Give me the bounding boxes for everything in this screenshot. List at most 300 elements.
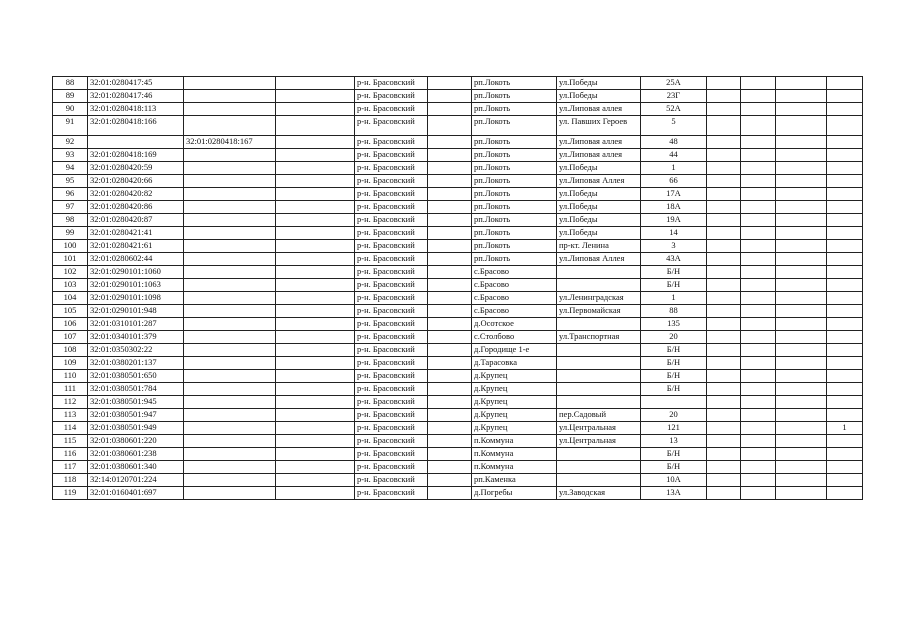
street-cell: пер.Садовый [557,409,641,422]
district-cell: р-н. Брасовский [355,396,428,409]
district-cell: р-н. Брасовский [355,435,428,448]
table-row [53,214,863,227]
flag-cell [827,344,863,357]
flag-cell [827,201,863,214]
house-number-cell: 20 [641,409,707,422]
cadastral-number: 32:01:0380501:949 [88,422,184,435]
row-number: 99 [53,227,88,240]
empty-cell [428,240,472,253]
street-cell: ул.Победы [557,214,641,227]
empty-cell [776,162,827,175]
locality-cell: д.Крупец [472,396,557,409]
flag-cell [827,396,863,409]
empty-cell [707,162,741,175]
empty-cell [276,77,355,90]
empty-cell [707,409,741,422]
row-number: 107 [53,331,88,344]
empty-cell [741,383,776,396]
empty-cell [276,227,355,240]
district-cell: р-н. Брасовский [355,136,428,149]
district-cell: р-н. Брасовский [355,344,428,357]
house-number-cell: 1 [641,292,707,305]
district-cell: р-н. Брасовский [355,461,428,474]
empty-cell [428,116,472,136]
empty-cell [776,90,827,103]
table-row [53,318,863,331]
empty-cell [276,116,355,136]
empty-cell [428,305,472,318]
empty-cell [776,201,827,214]
district-cell: р-н. Брасовский [355,422,428,435]
empty-cell [276,279,355,292]
district-cell: р-н. Брасовский [355,266,428,279]
row-number: 113 [53,409,88,422]
linked-cadastral-number [184,448,276,461]
street-cell [557,448,641,461]
empty-cell [428,279,472,292]
empty-cell [741,279,776,292]
street-cell [557,370,641,383]
flag-cell [827,357,863,370]
row-number: 88 [53,77,88,90]
empty-cell [276,175,355,188]
empty-cell [428,227,472,240]
row-number: 105 [53,305,88,318]
locality-cell: с.Столбово [472,331,557,344]
district-cell: р-н. Брасовский [355,175,428,188]
street-cell: ул.Липовая Аллея [557,175,641,188]
empty-cell [428,201,472,214]
empty-cell [776,370,827,383]
street-cell: ул.Первомайская [557,305,641,318]
district-cell: р-н. Брасовский [355,214,428,227]
empty-cell [428,253,472,266]
house-number-cell: Б/Н [641,370,707,383]
flag-cell [827,266,863,279]
empty-cell [707,77,741,90]
flag-cell [827,214,863,227]
flag-cell [827,331,863,344]
linked-cadastral-number [184,318,276,331]
linked-cadastral-number [184,292,276,305]
table-row [53,435,863,448]
table-row [53,77,863,90]
locality-cell: рп.Локоть [472,253,557,266]
street-cell: ул.Липовая аллея [557,149,641,162]
row-number: 108 [53,344,88,357]
cadastral-number: 32:01:0290101:948 [88,305,184,318]
empty-cell [707,435,741,448]
house-number-cell: 48 [641,136,707,149]
flag-cell [827,292,863,305]
empty-cell [776,435,827,448]
district-cell: р-н. Брасовский [355,149,428,162]
house-number-cell: 66 [641,175,707,188]
empty-cell [741,357,776,370]
empty-cell [707,240,741,253]
empty-cell [707,175,741,188]
empty-cell [776,357,827,370]
empty-cell [741,422,776,435]
flag-cell [827,487,863,500]
empty-cell [276,422,355,435]
empty-cell [776,409,827,422]
cadastral-number: 32:01:0280421:41 [88,227,184,240]
cadastral-number: 32:01:0380501:784 [88,383,184,396]
empty-cell [776,448,827,461]
empty-cell [428,487,472,500]
linked-cadastral-number [184,344,276,357]
empty-cell [776,461,827,474]
empty-cell [276,357,355,370]
empty-cell [707,253,741,266]
linked-cadastral-number [184,188,276,201]
flag-cell [827,435,863,448]
cadastral-number: 32:01:0280421:61 [88,240,184,253]
empty-cell [276,318,355,331]
empty-cell [776,487,827,500]
empty-cell [776,422,827,435]
table-row [53,305,863,318]
empty-cell [776,331,827,344]
empty-cell [741,90,776,103]
house-number-cell: 88 [641,305,707,318]
house-number-cell: 1 [641,162,707,175]
cadastral-number: 32:01:0160401:697 [88,487,184,500]
empty-cell [707,396,741,409]
empty-cell [428,435,472,448]
linked-cadastral-number [184,383,276,396]
cadastral-number: 32:01:0380501:947 [88,409,184,422]
row-number: 98 [53,214,88,227]
empty-cell [428,409,472,422]
linked-cadastral-number [184,90,276,103]
table-row [53,149,863,162]
linked-cadastral-number [184,422,276,435]
row-number: 95 [53,175,88,188]
street-cell [557,474,641,487]
flag-cell [827,162,863,175]
empty-cell [776,175,827,188]
cadastral-number: 32:01:0310101:287 [88,318,184,331]
flag-cell [827,149,863,162]
empty-cell [707,461,741,474]
table-row [53,266,863,279]
district-cell: р-н. Брасовский [355,331,428,344]
table-row [53,116,863,136]
empty-cell [428,266,472,279]
district-cell: р-н. Брасовский [355,103,428,116]
empty-cell [776,305,827,318]
flag-cell [827,448,863,461]
flag-cell [827,188,863,201]
empty-cell [428,474,472,487]
empty-cell [428,136,472,149]
linked-cadastral-number [184,175,276,188]
empty-cell [276,240,355,253]
empty-cell [776,77,827,90]
locality-cell: рп.Локоть [472,116,557,136]
district-cell: р-н. Брасовский [355,305,428,318]
flag-cell [827,370,863,383]
house-number-cell: Б/Н [641,279,707,292]
linked-cadastral-number [184,253,276,266]
cadastral-number: 32:01:0290101:1063 [88,279,184,292]
table-row [53,253,863,266]
linked-cadastral-number [184,435,276,448]
cadastral-number: 32:01:0350302:22 [88,344,184,357]
empty-cell [276,305,355,318]
flag-cell [827,90,863,103]
locality-cell: д.Крупец [472,422,557,435]
empty-cell [707,370,741,383]
house-number-cell: Б/Н [641,266,707,279]
street-cell: ул.Победы [557,162,641,175]
empty-cell [707,344,741,357]
locality-cell: рп.Каменка [472,474,557,487]
empty-cell [741,396,776,409]
table-row [53,175,863,188]
empty-cell [276,214,355,227]
locality-cell: с.Брасово [472,292,557,305]
empty-cell [707,487,741,500]
table-row [53,487,863,500]
empty-cell [276,103,355,116]
cadastral-number: 32:01:0380601:340 [88,461,184,474]
empty-cell [276,201,355,214]
flag-cell [827,305,863,318]
table-row [53,383,863,396]
row-number: 118 [53,474,88,487]
empty-cell [428,77,472,90]
district-cell: р-н. Брасовский [355,90,428,103]
house-number-cell: 14 [641,227,707,240]
empty-cell [276,383,355,396]
flag-cell [827,116,863,136]
linked-cadastral-number [184,279,276,292]
table-body [53,77,863,500]
district-cell: р-н. Брасовский [355,188,428,201]
locality-cell: с.Брасово [472,266,557,279]
district-cell: р-н. Брасовский [355,370,428,383]
empty-cell [741,214,776,227]
locality-cell: д.Городище 1-е [472,344,557,357]
cadastral-number: 32:01:0380501:650 [88,370,184,383]
empty-cell [707,227,741,240]
house-number-cell: 52А [641,103,707,116]
table-row [53,370,863,383]
locality-cell: рп.Локоть [472,201,557,214]
empty-cell [741,149,776,162]
table-row [53,357,863,370]
empty-cell [776,136,827,149]
row-number: 111 [53,383,88,396]
empty-cell [707,214,741,227]
empty-cell [428,318,472,331]
empty-cell [741,253,776,266]
table-row [53,188,863,201]
street-cell: ул.Транспортная [557,331,641,344]
row-number: 116 [53,448,88,461]
table-row [53,292,863,305]
locality-cell: п.Коммуна [472,461,557,474]
empty-cell [428,357,472,370]
empty-cell [428,370,472,383]
empty-cell [741,409,776,422]
empty-cell [741,448,776,461]
street-cell: ул.Центральная [557,422,641,435]
empty-cell [776,266,827,279]
locality-cell: рп.Локоть [472,77,557,90]
empty-cell [276,266,355,279]
row-number: 90 [53,103,88,116]
house-number-cell: 20 [641,331,707,344]
locality-cell: п.Коммуна [472,448,557,461]
table-row [53,422,863,435]
empty-cell [276,331,355,344]
street-cell [557,344,641,357]
row-number: 114 [53,422,88,435]
row-number: 101 [53,253,88,266]
empty-cell [428,331,472,344]
empty-cell [741,331,776,344]
empty-cell [741,103,776,116]
row-number: 119 [53,487,88,500]
table-row [53,162,863,175]
street-cell [557,318,641,331]
cadastral-number: 32:01:0380601:220 [88,435,184,448]
district-cell: р-н. Брасовский [355,448,428,461]
empty-cell [428,214,472,227]
empty-cell [707,188,741,201]
locality-cell: д.Крупец [472,409,557,422]
street-cell [557,396,641,409]
empty-cell [741,370,776,383]
linked-cadastral-number [184,103,276,116]
empty-cell [776,253,827,266]
district-cell: р-н. Брасовский [355,357,428,370]
flag-cell [827,318,863,331]
linked-cadastral-number [184,331,276,344]
document-sheet [52,76,863,500]
empty-cell [276,149,355,162]
empty-cell [707,422,741,435]
row-number: 89 [53,90,88,103]
linked-cadastral-number [184,201,276,214]
empty-cell [276,448,355,461]
locality-cell: д.Осотское [472,318,557,331]
empty-cell [707,149,741,162]
table-row [53,331,863,344]
locality-cell: д.Крупец [472,370,557,383]
district-cell: р-н. Брасовский [355,201,428,214]
cadastral-number: 32:01:0290101:1098 [88,292,184,305]
locality-cell: д.Тарасовка [472,357,557,370]
locality-cell: с.Брасово [472,305,557,318]
district-cell: р-н. Брасовский [355,240,428,253]
district-cell: р-н. Брасовский [355,383,428,396]
cadastral-number: 32:01:0280418:113 [88,103,184,116]
house-number-cell: 5 [641,116,707,136]
empty-cell [741,175,776,188]
row-number: 109 [53,357,88,370]
linked-cadastral-number [184,266,276,279]
empty-cell [707,266,741,279]
empty-cell [776,227,827,240]
table-row [53,409,863,422]
row-number: 115 [53,435,88,448]
district-cell: р-н. Брасовский [355,116,428,136]
empty-cell [707,305,741,318]
row-number: 102 [53,266,88,279]
house-number-cell: Б/Н [641,344,707,357]
house-number-cell: 13 [641,435,707,448]
cadastral-number: 32:01:0280602:44 [88,253,184,266]
empty-cell [776,474,827,487]
cadastral-number: 32:01:0290101:1060 [88,266,184,279]
flag-cell [827,474,863,487]
empty-cell [276,188,355,201]
flag-cell [827,461,863,474]
house-number-cell: 25А [641,77,707,90]
flag-cell [827,279,863,292]
empty-cell [707,116,741,136]
locality-cell: рп.Локоть [472,103,557,116]
table-row [53,90,863,103]
table-row [53,448,863,461]
house-number-cell: 3 [641,240,707,253]
flag-cell [827,240,863,253]
row-number: 93 [53,149,88,162]
linked-cadastral-number [184,305,276,318]
cadastral-number: 32:01:0280417:45 [88,77,184,90]
street-cell: ул.Победы [557,77,641,90]
house-number-cell: 44 [641,149,707,162]
empty-cell [276,370,355,383]
linked-cadastral-number [184,409,276,422]
street-cell [557,266,641,279]
empty-cell [428,344,472,357]
address-table [52,76,863,500]
street-cell [557,357,641,370]
cadastral-number [88,136,184,149]
empty-cell [428,292,472,305]
empty-cell [428,396,472,409]
linked-cadastral-number [184,461,276,474]
table-row [53,461,863,474]
street-cell: ул.Победы [557,201,641,214]
table-row [53,201,863,214]
empty-cell [707,292,741,305]
empty-cell [741,116,776,136]
locality-cell: рп.Локоть [472,240,557,253]
empty-cell [428,175,472,188]
empty-cell [428,383,472,396]
table-row [53,136,863,149]
flag-cell [827,409,863,422]
empty-cell [741,344,776,357]
empty-cell [428,422,472,435]
flag-cell [827,383,863,396]
empty-cell [707,136,741,149]
table-row [53,240,863,253]
district-cell: р-н. Брасовский [355,279,428,292]
street-cell: ул.Ленинградская [557,292,641,305]
linked-cadastral-number [184,396,276,409]
linked-cadastral-number [184,474,276,487]
street-cell: ул.Липовая Аллея [557,253,641,266]
empty-cell [707,357,741,370]
